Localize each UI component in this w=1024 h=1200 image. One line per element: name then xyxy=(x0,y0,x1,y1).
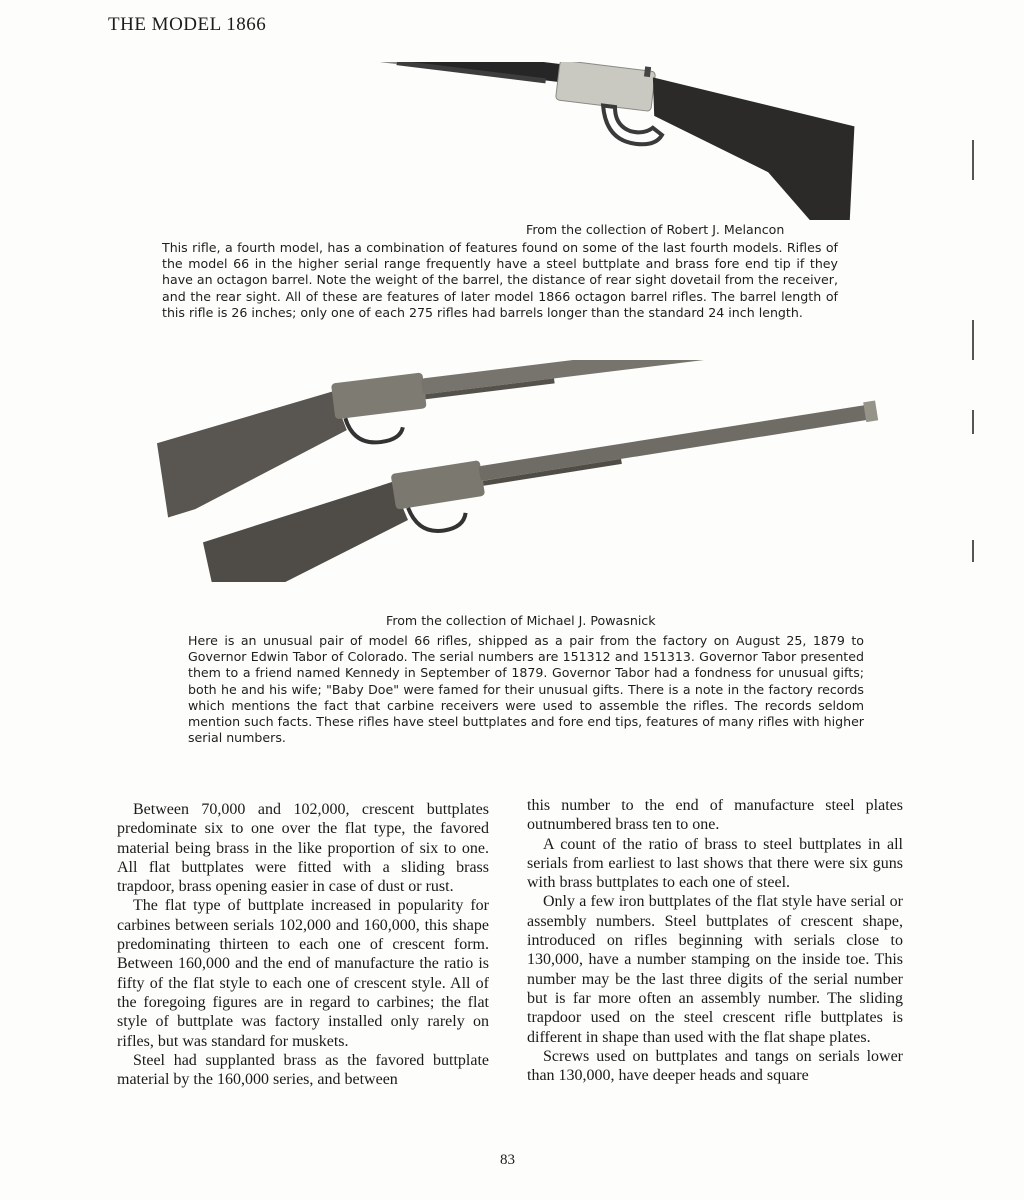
left-paragraph-3: Steel had supplanted brass as the favored buttplate material by the 160,000 series, and between xyxy=(117,1051,489,1089)
photo-2-caption-text: Here is an unusual pair of model 66 rifles, shipped as a pair from the factory on August 25, 1879 to Governor Edwin Tabor of Colorado. The serial numbers are 151312 and 151313. Governor Tabor presented them to a friend named Kennedy in September of 1879. Governor Tabor had a fondness for unusual gifts; both he and his wife; "Baby Doe" were famed for their unusual gifts. There is a note in the factory records which mentions the fact that carbine receivers were used to assemble the rifles. The records seldom mention such facts. These rifles have steel buttplates and fore end tips, features of many rifles with higher serial numbers. xyxy=(188,633,864,746)
page-number: 83 xyxy=(500,1152,515,1168)
body-left-column xyxy=(117,800,489,1089)
body-right-column xyxy=(527,796,903,1085)
rifle-photo-1 xyxy=(138,62,868,220)
right-paragraph-3: Only a few iron buttplates of the flat style have serial or assembly numbers. Steel buttplates of crescent shape, introduced on rifles beginning with serials close to 130,000, have a number stamping on the inside toe. This number may be the last three digits of the serial number but is far more often an assembly number. The sliding trapdoor used on the steel crescent rifle buttplates is different in shape than used with the flat shape plates. xyxy=(527,893,903,1046)
rifle-2-receiver xyxy=(331,372,427,419)
scan-edge-mark xyxy=(972,140,974,180)
scan-edge-mark xyxy=(972,540,974,562)
left-paragraph-2: The flat type of buttplate increased in popularity for carbines between serials 102,000 and 160,000, this shape predominating thirteen to each one of crescent form. Between 160,000 and the end of manufacture the ratio is fifty of the flat style to each one of crescent style. All of the foregoing figures are in regard to carbines; the flat style of buttplate was factory installed only rarely on rifles, but was standard for muskets. xyxy=(117,897,489,1050)
photo-2-credit: From the collection of Michael J. Powasnick xyxy=(386,613,656,628)
rifle-1-barrel xyxy=(147,62,566,83)
photo-2-caption xyxy=(188,633,864,746)
scan-edge-mark xyxy=(972,320,974,360)
right-paragraph-2: A count of the ratio of brass to steel buttplates in all serials from earliest to last shows that there were six guns with brass buttplates to each one of steel. xyxy=(527,835,903,892)
page-header-title: THE MODEL 1866 xyxy=(108,14,267,35)
rifle-1-forend-tip xyxy=(377,62,400,64)
photo-1-credit: From the collection of Robert J. Melancon xyxy=(526,222,785,237)
left-paragraph-1: Between 70,000 and 102,000, crescent buttplates predominate six to one over the flat type, the favored material being brass in the like proportion of six to one. All flat buttplates were fitted with a sliding brass trapdoor, brass opening easier in case of dust or rust. xyxy=(117,801,489,896)
photo-1-caption xyxy=(162,240,838,321)
photo-1-caption-text: This rifle, a fourth model, has a combination of features found on some of the last fourth models. Rifles of the model 66 in the higher serial range frequently have a steel buttplate and brass fore end tip if they have an octagon barrel. Note the weight of the barrel, the distance of rear sight dovetail from the receiver, and the rear sight. All of these are features of later model 1866 octagon barrel rifles. The barrel length of this rifle is 26 inches; only one of each 275 rifles had barrels longer than the standard 24 inch length. xyxy=(162,240,838,320)
rifle-3-barrel xyxy=(478,404,875,481)
right-paragraph-4: Screws used on buttplates and tangs on serials lower than 130,000, have deeper heads and square xyxy=(527,1047,903,1085)
rifle-2-stock xyxy=(153,390,354,517)
scan-edge-mark xyxy=(972,410,974,434)
rifle-3-receiver xyxy=(391,460,486,510)
rifle-3-stock xyxy=(198,480,417,582)
right-paragraph-1: this number to the end of manufacture steel plates outnumbered brass ten to one. xyxy=(527,797,903,834)
rifle-pair-photo xyxy=(148,360,896,582)
rifle-1-stock xyxy=(637,77,866,220)
